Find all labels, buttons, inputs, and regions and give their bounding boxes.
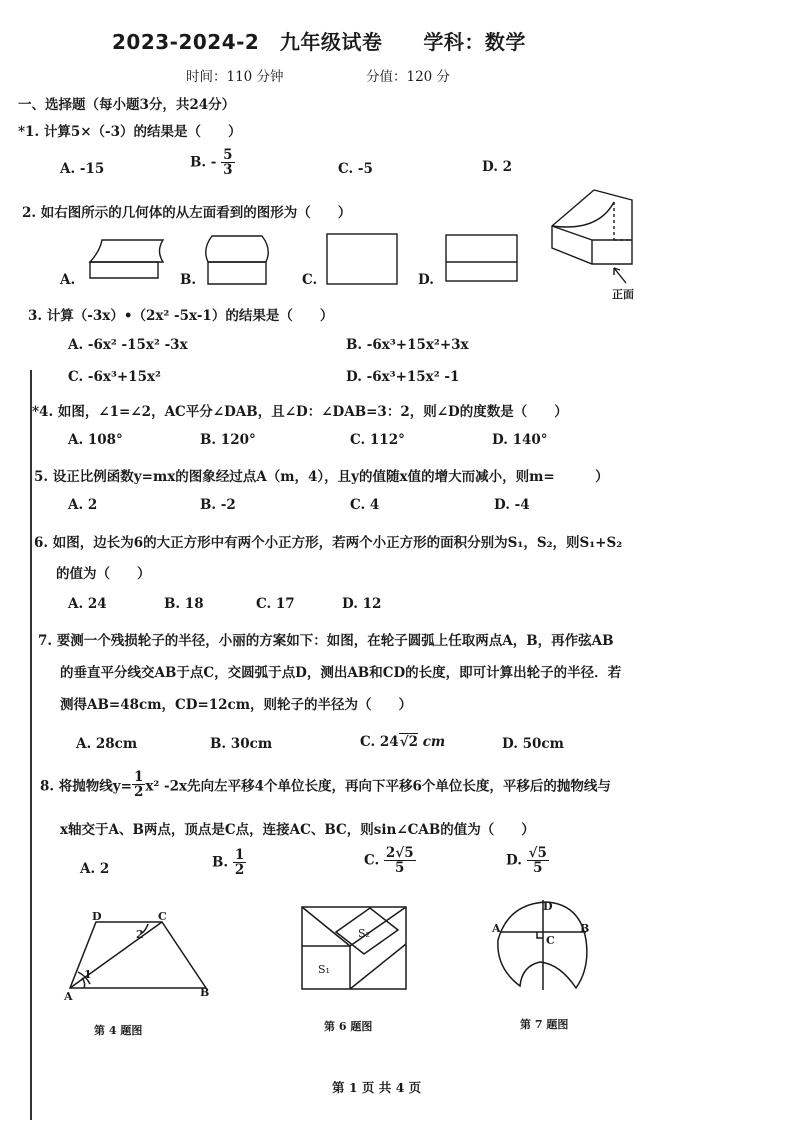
q6-option-b: B. 18 <box>164 596 204 612</box>
fig6-caption: 第 6 题图 <box>324 1020 373 1033</box>
fig7-caption: 第 7 题图 <box>520 1018 569 1031</box>
question-2-stem: 2. 如右图所示的几何体的从左面看到的图形为（ ） <box>22 205 352 221</box>
question-1-stem: *1. 计算5×（-3）的结果是（ ） <box>18 124 242 140</box>
q8-option-a: A. 2 <box>80 861 110 877</box>
q3-option-c: C. -6x³+15x² <box>68 369 161 385</box>
q2-option-c: C. <box>302 272 318 288</box>
page-number: 第 1 页 共 4 页 <box>332 1080 422 1095</box>
q7-option-d: D. 50cm <box>502 736 564 752</box>
q4-option-a: A. 108° <box>68 432 123 448</box>
q1-option-d: D. 2 <box>482 159 513 175</box>
question-6-stem-line2: 的值为（ ） <box>56 566 151 582</box>
q8-option-d: D. $\frac{√5}{5}$ <box>506 845 547 877</box>
q2-option-d: D. <box>418 272 434 288</box>
exam-time: 时间：110 分钟 <box>186 69 284 85</box>
fig7-label-b: B <box>580 922 590 935</box>
fig4-caption: 第 4 题图 <box>94 1024 143 1037</box>
fig4-label-a: A <box>64 990 73 1003</box>
question-8-line1: 8. 将抛物线y= $\frac{1}{2}$ x² -2x先向左平移4个单位长度，再向下平移6个单位长度，平移后的抛物线与 <box>40 769 611 801</box>
fig7-label-d: D <box>543 900 553 913</box>
question-3-stem: 3. 计算（-3x）•（2x² -5x-1）的结果是（ ） <box>28 308 334 324</box>
fig4-label-b: B <box>200 986 210 999</box>
q3-option-a: A. -6x² -15x² -3x <box>68 337 188 353</box>
section-heading: 一、选择题（每小题3分，共24分） <box>18 97 236 113</box>
q4-option-d: D. 140° <box>492 432 548 448</box>
question-7-line3: 测得AB=48cm，CD=12cm，则轮子的半径为（ ） <box>60 697 413 713</box>
question-7-line2: 的垂直平分线交AB于点C，交圆弧于点D，测出AB和CD的长度，即可计算出轮子的半径．若 <box>60 665 622 681</box>
front-view-label: 正面 <box>612 288 634 301</box>
fig4-label-2: 2 <box>136 928 144 941</box>
q6-option-d: D. 12 <box>342 596 382 612</box>
q4-option-b: B. 120° <box>200 432 256 448</box>
q2-option-a: A. <box>60 272 76 288</box>
q7-option-b: B. 30cm <box>210 736 273 752</box>
fig4-label-c: C <box>158 910 167 923</box>
question-7-line1: 7. 要测一个残损轮子的半径，小丽的方案如下：如图，在轮子圆弧上任取两点A，B，再作弦AB <box>38 633 614 649</box>
fig6-label-s1: S₁ <box>318 963 330 976</box>
q1-option-a: A. -15 <box>60 161 105 177</box>
fig7-label-a: A <box>492 922 501 935</box>
q6-option-c: C. 17 <box>256 596 295 612</box>
question-5-stem: 5. 设正比例函数y=mx的图象经过点A（m，4），且y的值随x值的增大而减小，则m= ） <box>34 469 609 485</box>
q5-option-d: D. -4 <box>494 497 530 513</box>
fig4-label-1: 1 <box>84 968 92 981</box>
q7-option-a: A. 28cm <box>76 736 138 752</box>
question-4-stem: *4. 如图，∠1=∠2，AC平分∠DAB，且∠D：∠DAB=3：2，则∠D的度数是（ ） <box>32 404 568 420</box>
q4-option-c: C. 112° <box>350 432 405 448</box>
q5-option-b: B. -2 <box>200 497 236 513</box>
q3-option-d: D. -6x³+15x² -1 <box>346 369 460 385</box>
q5-option-a: A. 2 <box>68 497 98 513</box>
q5-option-c: C. 4 <box>350 497 380 513</box>
fig7-label-c: C <box>546 934 555 947</box>
q8-option-b: B. $\frac{1}{2}$ <box>212 847 245 879</box>
q1-option-c: C. -5 <box>338 161 373 177</box>
fig4-label-d: D <box>92 910 102 923</box>
question-8-line2: x轴交于A、B两点，顶点是C点，连接AC、BC，则sin∠CAB的值为（ ） <box>60 822 535 838</box>
q2-option-b: B. <box>180 272 197 288</box>
exam-score: 分值：120 分 <box>366 69 451 85</box>
q8-option-c: C. $\frac{2√5}{5}$ <box>364 845 414 877</box>
q1-option-b: B. - $\frac{5}{3}$ <box>190 147 233 179</box>
q6-option-a: A. 24 <box>68 596 107 612</box>
question-6-stem-line1: 6. 如图，边长为6的大正方形中有两个小正方形，若两个小正方形的面积分别为S₁，S₂，则S₁+S₂ <box>34 535 623 551</box>
q7-option-c: C. 24√2 cm <box>360 734 446 750</box>
fig6-label-s2: S₂ <box>358 927 370 940</box>
page-title: 2023-2024-2 九年级试卷 学科：数学 <box>112 30 526 54</box>
q3-option-b: B. -6x³+15x²+3x <box>346 337 469 353</box>
